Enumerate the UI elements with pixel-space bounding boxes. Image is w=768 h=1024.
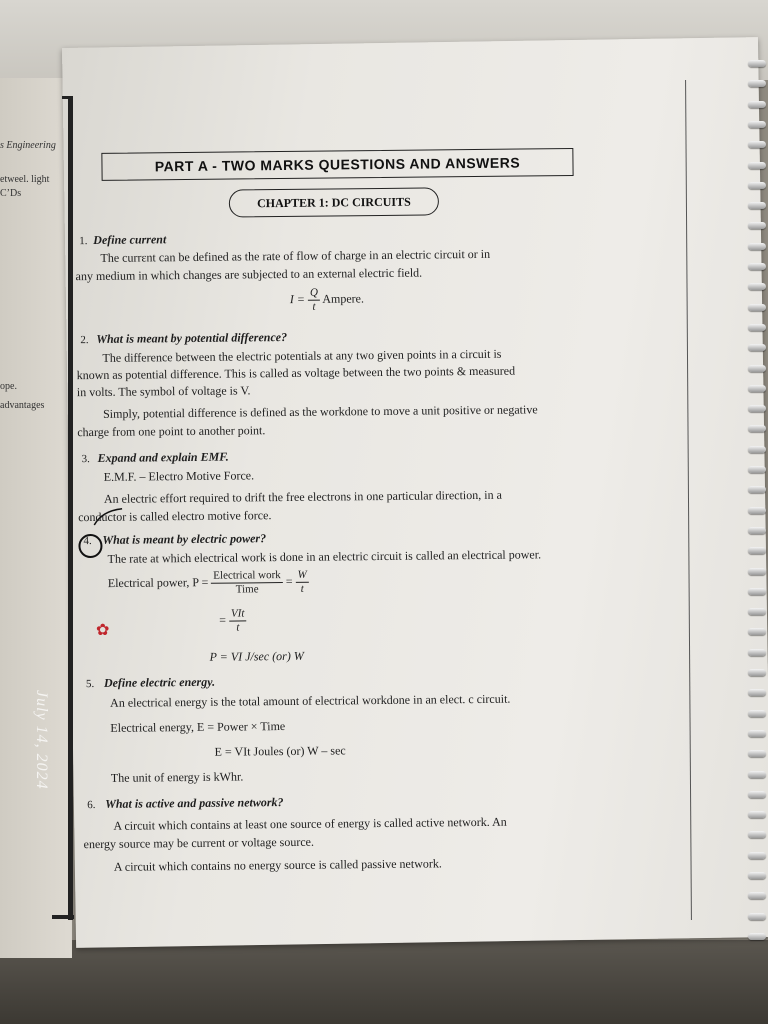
answer-line: An electric effort required to drift the free electrons in one particular direction, in a <box>103 487 502 506</box>
answer-line: The difference between the electric potentials at any two given points in a circuit is <box>102 346 502 365</box>
answer-line: conductor is called electro motive force. <box>78 508 272 525</box>
formula-fraction <box>295 569 308 596</box>
answer-line: An electrical energy is the total amount of electrical workdone in an elect. c circuit. <box>110 691 511 710</box>
formula-denominator: Time <box>235 583 259 596</box>
left-page-line: etweel. light <box>0 174 50 185</box>
answer-line: energy source may be current or voltage source. <box>83 834 315 852</box>
formula-numerator: Electrical work <box>211 569 283 584</box>
pen-circle-mark <box>78 534 102 558</box>
answer-line: The rate at which electrical work is done in an electric circuit is called an electrical power. <box>107 547 542 566</box>
formula-lhs: I = <box>289 292 306 307</box>
energy-formula-result: E = VIt Joules (or) W – sec <box>214 743 346 759</box>
formula-fraction <box>229 607 247 634</box>
pen-stroke-mark <box>92 507 124 527</box>
question-number: 4. <box>83 535 92 548</box>
energy-formula: Electrical energy, E = Power × Time <box>110 719 286 735</box>
part-title: PART A - TWO MARKS QUESTIONS AND ANSWERS <box>101 148 573 181</box>
question-title: Define current <box>93 232 167 247</box>
answer-line: A circuit which contains no energy source is called passive network. <box>113 856 442 874</box>
left-page-line: advantages <box>0 400 45 411</box>
left-page-line: C’Ds <box>0 188 22 199</box>
formula-lhs: Electrical power, P = <box>107 575 209 591</box>
formula-fraction <box>308 287 320 314</box>
answer-line: A circuit which contains at least one source of energy is called active network. An <box>113 814 507 833</box>
question-number: 5. <box>85 678 95 691</box>
date-watermark: July 14, 2024 <box>33 690 50 790</box>
formula-unit: Ampere. <box>322 291 365 306</box>
chapter-title: CHAPTER 1: DC CIRCUITS <box>229 187 439 217</box>
left-page-line: ope. <box>0 381 17 392</box>
answer-line: in volts. The symbol of voltage is V. <box>76 383 251 400</box>
answer-line: any medium in which changes are subjected to an external electric field. <box>75 265 423 284</box>
question-title: Define electric energy. <box>103 674 216 690</box>
answer-line: known as potential difference. This is called as voltage between the two points & measured <box>76 363 516 383</box>
answer-line: Simply, potential difference is defined as the workdone to move a unit positive or negative <box>103 402 538 421</box>
question-number: 6. <box>87 798 96 812</box>
answer-line: The unit of energy is kWhr. <box>110 769 244 785</box>
question-number: 2. <box>80 334 89 347</box>
power-formula-result: P = VI J/sec (or) W <box>209 648 304 664</box>
answer-line: E.M.F. – Electro Motive Force. <box>103 468 255 484</box>
formula-denominator: t <box>300 582 304 595</box>
formula-numerator: W <box>295 569 308 583</box>
power-formula <box>108 569 309 598</box>
power-formula-step <box>219 607 247 634</box>
question-number: 3. <box>81 453 90 466</box>
formula-denominator: t <box>312 300 316 313</box>
formula-denominator: t <box>236 621 240 634</box>
answer-line: The currεnt can be defined as the rate of flow of charge in an electric circuit or in <box>100 246 491 265</box>
question-title: What is active and passive network? <box>105 795 284 811</box>
question-title: What is meant by electric power? <box>102 531 267 547</box>
question-title: What is meant by potential difference? <box>96 329 288 346</box>
formula-numerator: VIt <box>229 607 247 621</box>
question-title: Expand and explain EMF. <box>97 449 229 465</box>
formula-fraction <box>211 569 283 597</box>
rose-icon: ✿ <box>96 622 110 639</box>
current-formula <box>290 286 364 314</box>
left-page-header: s Engineering <box>0 140 56 151</box>
formula-numerator: Q <box>308 287 320 301</box>
question-number: 1. <box>79 235 88 248</box>
formula-equals: = <box>219 612 227 627</box>
answer-line: charge from one point to another point. <box>77 423 266 440</box>
formula-equals: = <box>285 574 293 589</box>
